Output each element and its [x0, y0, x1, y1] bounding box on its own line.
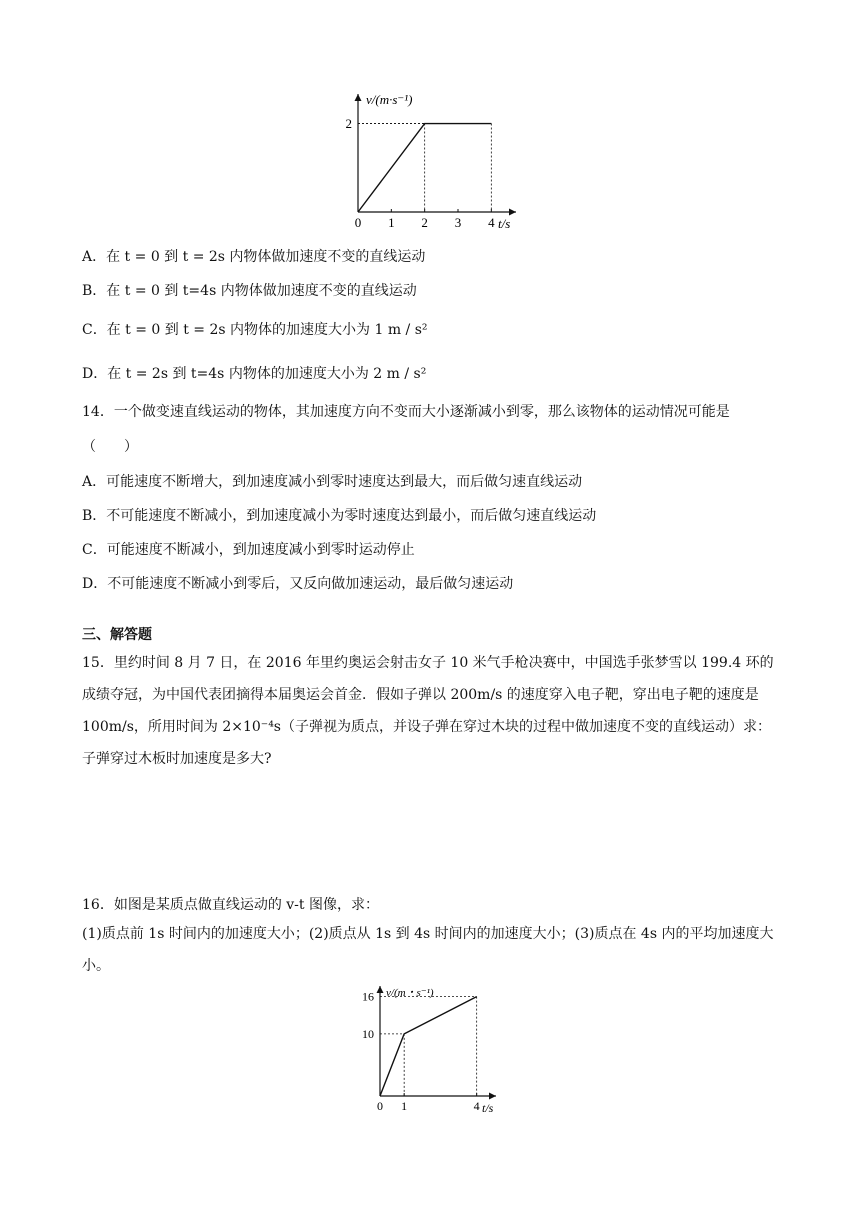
- vt-chart-1: [330, 88, 530, 236]
- y-tick-label: 10: [362, 1026, 374, 1041]
- q14-option-d: D．不可能速度不断减小到零后，又反向做加速运动，最后做匀速运动: [82, 576, 514, 592]
- x-tick-label: 0: [354, 215, 362, 230]
- velocity-line: [380, 997, 477, 1096]
- y-tick-label: 2: [345, 115, 352, 131]
- q14-stem: 14．一个做变速直线运动的物体，其加速度方向不变而大小逐渐减小到零，那么该物体的运动情况可能是: [82, 404, 730, 420]
- y-axis-label: v/(m·s⁻¹): [366, 92, 413, 107]
- q16-stem: 16．如图是某质点做直线运动的 v-t 图像，求：: [82, 897, 379, 913]
- x-tick-label: 0: [377, 1099, 383, 1113]
- vt-chart-2: [350, 980, 510, 1116]
- q14-option-b: B．不可能速度不断减小，到加速度减小为零时速度达到最小，而后做匀速直线运动: [82, 508, 597, 524]
- q13-option-d: D．在 t = 2s 到 t=4s 内物体的加速度大小为 2 m / s²: [82, 366, 427, 382]
- q14-blank: （ ）: [82, 439, 138, 455]
- q13-option-b: B．在 t = 0 到 t=4s 内物体做加速度不变的直线运动: [82, 283, 417, 299]
- q13-option-a: A．在 t = 0 到 t = 2s 内物体做加速度不变的直线运动: [82, 249, 426, 265]
- section-heading: 三、解答题: [82, 627, 152, 643]
- y-axis-label: v/(m・s⁻¹): [386, 987, 434, 999]
- x-axis-label: t/s: [482, 1101, 494, 1115]
- q13-option-c: C．在 t = 0 到 t = 2s 内物体的加速度大小为 1 m / s²: [82, 322, 428, 338]
- x-tick-label: 3: [454, 215, 462, 230]
- y-tick-label: 16: [362, 989, 374, 1004]
- x-tick-label: 1: [401, 1099, 408, 1113]
- x-axis-label: t/s: [498, 216, 511, 231]
- x-tick-label: 4: [488, 215, 495, 230]
- x-tick-label: 2: [421, 215, 428, 230]
- q16-questions: (1)质点前 1s 时间内的加速度大小；(2)质点从 1s 到 4s 时间内的加速度大小；(3)质点在 4s 内的平均加速度大小。: [82, 926, 774, 974]
- q14-option-c: C．可能速度不断减小，到加速度减小到零时运动停止: [82, 542, 415, 558]
- q14-option-a: A．可能速度不断增大，到加速度减小到零时速度达到最大，而后做匀速直线运动: [82, 474, 583, 490]
- q15-text: 15．里约时间 8 月 7 日，在 2016 年里约奥运会射击女子 10 米气手枪决赛中，中国选手张梦雪以 199.4 环的成绩夺冠，为中国代表团摘得本届奥运会首金．假如子弹以 200m/s 的速度穿入电子靶，穿出电子靶的速度是 100m/s，所用时间为 2×10⁻⁴s（子弹视为质点，并设子弹在穿过木块的过程中做加速度不变的直线运动）求：子弹穿过木板时加速度是多大?: [82, 655, 774, 767]
- x-tick-label: 1: [388, 215, 395, 230]
- x-tick-label: 4: [473, 1099, 480, 1113]
